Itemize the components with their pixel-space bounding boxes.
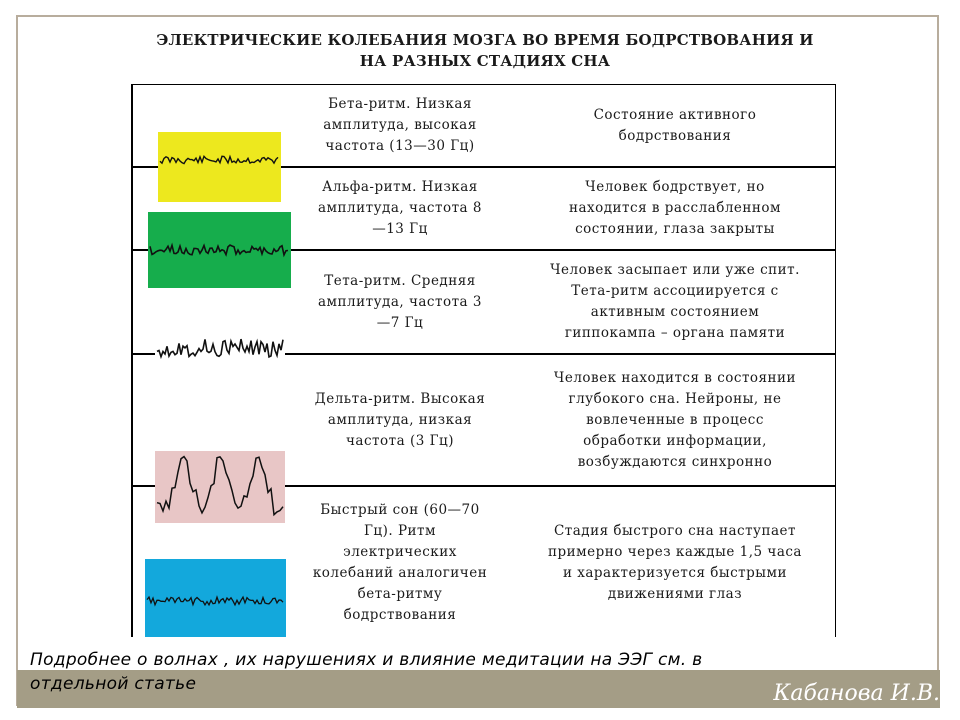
description-cell: Человек бодрствует, но находится в расслабленном состоянии, глаза закрыты — [568, 179, 782, 237]
swatch-background — [158, 132, 281, 202]
rhythm-cell: Альфа-ритм. Низкая амплитуда, частота 8 —13 Гц — [317, 179, 482, 237]
slide-title: ЭЛЕКТРИЧЕСКИЕ КОЛЕБАНИЯ МОЗГА ВО ВРЕМЯ БОДРСТВОВАНИЯ И НА РАЗНЫХ СТАДИЯХ СНА — [156, 31, 814, 70]
description-cell: Человек засыпает или уже спит. Тета-ритм ассоциируется с активным состоянием гиппокампа – органа памяти — [550, 262, 800, 341]
rhythm-cell: Бета-ритм. Низкая амплитуда, высокая частота (13—30 Гц) — [323, 96, 477, 154]
eeg-wave-delta-icon — [155, 451, 285, 523]
author-name: Кабанова И.В. — [773, 681, 940, 706]
description-cell: Стадия быстрого сна наступает примерно через каждые 1,5 часа и характеризуется быстрыми движениями глаз — [548, 522, 802, 602]
eeg-wave-beta-icon — [158, 132, 281, 202]
description-cell: Человек находится в состоянии глубокого сна. Нейроны, не вовлеченные в процесс обработки информации, возбуждаются синхронно — [553, 369, 797, 470]
eeg-wave-theta-icon — [155, 326, 285, 364]
rhythm-cell: Тета-ритм. Средняя амплитуда, частота 3 —7 Гц — [317, 272, 482, 331]
swatch-background — [145, 559, 286, 637]
rhythm-cell: Быстрый сон (60—70 Гц). Ритм электрических колебаний аналогичен бета-ритму бодрствования — [312, 501, 488, 623]
swatch-background — [155, 326, 285, 364]
eeg-wave-alpha-icon — [148, 212, 291, 288]
description-cell: Состояние активного бодрствования — [593, 106, 757, 144]
rhythm-cell: Дельта-ритм. Высокая амплитуда, низкая частота (3 Гц) — [314, 390, 486, 449]
footnote-text: Подробнее о волнах , их нарушениях и влияние медитации на ЭЭГ см. в отдельной статье — [30, 650, 703, 694]
eeg-wave-rem-icon — [145, 559, 286, 637]
